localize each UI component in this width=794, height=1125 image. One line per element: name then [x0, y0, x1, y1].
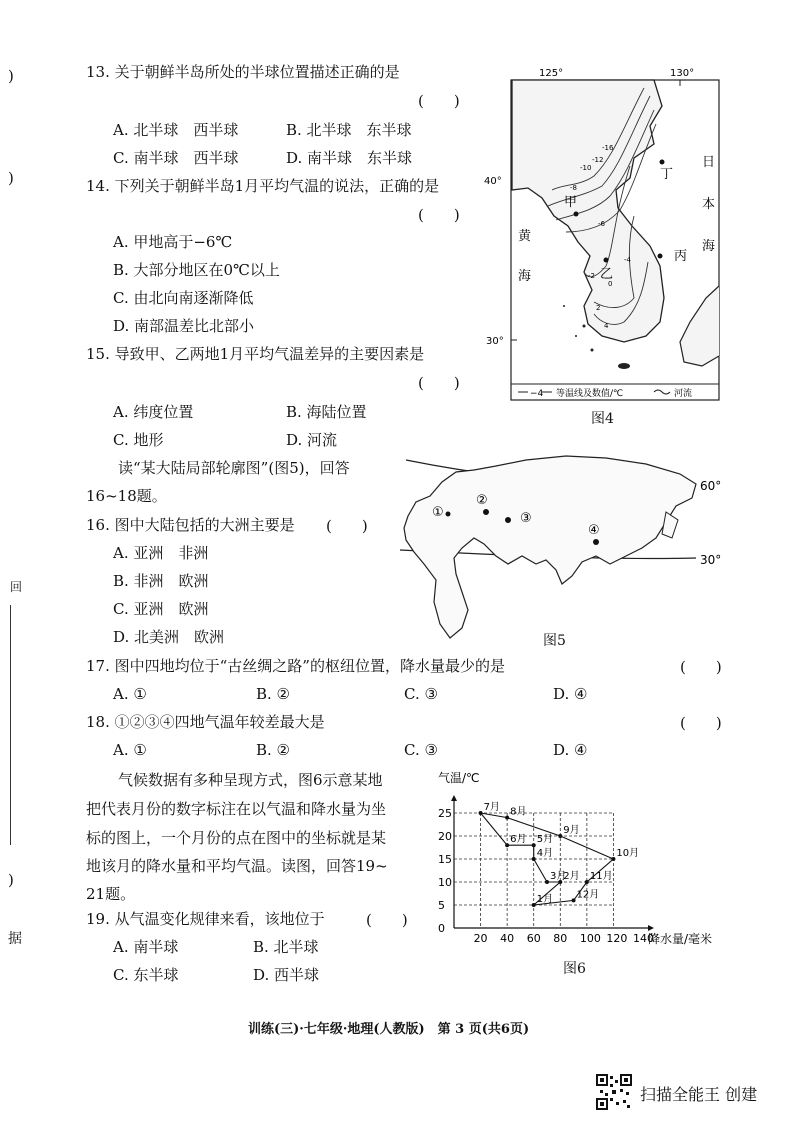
lon-label: 125°	[539, 68, 564, 79]
month-point	[585, 880, 589, 884]
qr-code-icon	[596, 1074, 632, 1110]
option-19-d[interactable]: D. 西半球	[253, 966, 320, 984]
answer-paren-14[interactable]: ( )	[418, 206, 460, 224]
month-point	[611, 857, 615, 861]
month-point	[505, 843, 509, 847]
answer-paren-17[interactable]: ( )	[680, 658, 722, 676]
sea-label-yellow: 黄	[518, 229, 532, 244]
margin-mark: 据	[8, 931, 22, 947]
x-tick-label: 20	[473, 932, 488, 945]
place-label-yi: 乙	[600, 267, 614, 282]
watermark-text: 扫描全能王 创建	[640, 1085, 758, 1104]
month-point	[558, 834, 562, 838]
isotherm-label: -4	[624, 256, 631, 264]
isotherm-label: -10	[580, 164, 592, 172]
x-tick-label: 60	[526, 932, 541, 945]
y-tick-label: 0	[438, 922, 445, 935]
figure-6-caption: 图6	[563, 961, 586, 977]
margin-line	[10, 605, 11, 845]
intro-19-21-line5: 21题。	[86, 885, 136, 903]
option-19-c[interactable]: C. 东半球	[113, 966, 179, 984]
option-15-c[interactable]: C. 地形	[113, 431, 164, 449]
option-18-d[interactable]: D. ④	[553, 741, 588, 759]
answer-paren-16[interactable]: ( )	[326, 517, 368, 535]
option-17-d[interactable]: D. ④	[553, 685, 588, 703]
figure-4-caption: 图4	[591, 411, 614, 427]
isotherm-label: 4	[604, 322, 609, 330]
option-18-c[interactable]: C. ③	[404, 741, 438, 759]
month-label: 10月	[616, 848, 640, 859]
point-2-label: ②	[476, 493, 488, 508]
month-point	[532, 843, 536, 847]
isotherm-label: -6	[598, 220, 605, 228]
figure-5-map	[396, 452, 736, 652]
intro-16-18-line1: 读“某大陆局部轮廓图”(图5)，回答	[118, 459, 350, 477]
answer-paren-19[interactable]: ( )	[366, 911, 408, 929]
y-tick-label: 20	[438, 830, 452, 843]
option-14-a[interactable]: A. 甲地高于−6℃	[113, 233, 233, 251]
option-15-d[interactable]: D. 河流	[286, 431, 338, 449]
month-point	[532, 857, 536, 861]
intro-19-21-line4: 地该月的降水量和平均气温。读图，回答19~	[86, 857, 388, 875]
legend-river-text: 河流	[674, 389, 693, 399]
option-18-a[interactable]: A. ①	[113, 741, 147, 759]
isotherm-label: 2	[596, 304, 601, 312]
intro-19-21-line3: 标的图上，一个月份的点在图中的坐标就是某	[86, 829, 387, 847]
month-label: 9月	[563, 825, 580, 836]
question-18-stem: 18. ①②③④四地气温年较差最大是	[86, 713, 325, 731]
month-point	[532, 903, 536, 907]
point-1-label: ①	[432, 505, 444, 520]
sea-label-japan: 日	[702, 155, 716, 170]
x-axis-arrow	[648, 925, 654, 931]
option-16-c[interactable]: C. 亚洲 欧洲	[113, 600, 209, 618]
month-label: 1月	[536, 894, 554, 905]
sea-label-yellow: 海	[518, 269, 532, 284]
point-4-label: ④	[588, 523, 600, 538]
figure-4-map	[484, 66, 734, 406]
margin-mark: )	[8, 169, 14, 187]
option-17-c[interactable]: C. ③	[404, 685, 438, 703]
month-point	[572, 898, 576, 902]
intro-19-21-line1: 气候数据有多种呈现方式，图6示意某地	[118, 771, 383, 789]
lon-label: 130°	[670, 68, 695, 79]
place-label-ding: 丁	[660, 167, 674, 182]
option-16-b[interactable]: B. 非洲 欧洲	[113, 572, 209, 590]
month-label: 8月	[510, 806, 527, 818]
intro-19-21-line2: 把代表月份的数字标注在以气温和降水量为坐	[86, 800, 387, 818]
x-tick-label: 140	[633, 932, 654, 945]
month-point	[505, 816, 509, 820]
chart-ylabel: 气温/℃	[438, 771, 480, 785]
month-label: 4月	[536, 848, 554, 859]
y-tick-label: 15	[438, 853, 452, 866]
answer-paren-15[interactable]: ( )	[418, 374, 460, 392]
option-19-b[interactable]: B. 北半球	[253, 938, 319, 956]
isotherm-label: -12	[592, 156, 604, 164]
y-tick-label: 10	[438, 876, 452, 889]
chart-xlabel: 降水量/毫米	[648, 932, 713, 946]
option-15-a[interactable]: A. 纬度位置	[113, 403, 194, 421]
x-tick-label: 80	[553, 932, 568, 945]
answer-paren-18[interactable]: ( )	[680, 714, 722, 732]
place-marker-bing	[658, 254, 663, 259]
month-label: 3月	[550, 871, 567, 882]
point-4-marker	[593, 539, 599, 545]
month-label: 6月	[510, 834, 527, 846]
question-14-stem: 14. 下列关于朝鲜半岛1月平均气温的说法，正确的是	[86, 177, 440, 195]
place-label-bing: 丙	[674, 249, 688, 264]
isotherm-label: -2	[588, 272, 595, 280]
point-3-label: ③	[520, 511, 532, 526]
option-14-d[interactable]: D. 南部温差比北部小	[113, 317, 255, 335]
intro-16-18-line2: 16~18题。	[86, 487, 167, 505]
month-point	[545, 880, 549, 884]
option-13-d[interactable]: D. 南半球 东半球	[286, 149, 413, 167]
point-3-marker	[505, 517, 511, 523]
point-1-marker	[446, 512, 451, 517]
y-axis-arrow	[451, 795, 457, 801]
page-footer: 训练(三)·七年级·地理(人教版) 第 3 页(共6页)	[248, 1022, 530, 1037]
point-2-marker	[483, 509, 489, 515]
place-marker-jia	[574, 212, 579, 217]
month-label: 12月	[576, 889, 600, 901]
option-17-b[interactable]: B. ②	[256, 685, 291, 703]
month-label: 5月	[536, 834, 554, 846]
option-17-a[interactable]: A. ①	[113, 685, 147, 703]
figure-6-chart	[430, 768, 760, 958]
option-13-c[interactable]: C. 南半球 西半球	[113, 149, 239, 167]
question-19-stem: 19. 从气温变化规律来看，该地位于	[86, 910, 325, 928]
option-14-c[interactable]: C. 由北向南逐渐降低	[113, 289, 254, 307]
option-14-b[interactable]: B. 大部分地区在0℃以上	[113, 261, 280, 279]
x-tick-label: 40	[500, 932, 515, 945]
x-tick-label: 120	[606, 932, 628, 945]
isotherm-label: -16	[602, 144, 614, 152]
margin-mark: 回	[10, 580, 23, 594]
sea-label-japan: 本	[702, 197, 716, 212]
lat-label: 40°	[484, 176, 502, 187]
question-16-stem: 16. 图中大陆包括的大洲主要是	[86, 516, 295, 534]
margin-mark: )	[8, 871, 14, 889]
y-tick-label: 25	[438, 807, 452, 820]
margin-mark: )	[8, 67, 14, 85]
sea-label-japan: 海	[702, 239, 716, 254]
legend-isotherm-sample: −4	[530, 389, 544, 399]
place-marker-ding	[660, 160, 665, 165]
legend-isotherm-text: 等温线及数值/℃	[556, 389, 624, 399]
option-15-b[interactable]: B. 海陆位置	[286, 403, 367, 421]
isotherm-label: 0	[608, 280, 613, 288]
isotherm-label: -8	[570, 184, 577, 192]
lat-label: 30°	[700, 553, 722, 567]
figure-5-caption: 图5	[543, 633, 566, 649]
y-tick-label: 5	[438, 899, 445, 912]
option-16-d[interactable]: D. 北美洲 欧洲	[113, 628, 225, 646]
option-18-b[interactable]: B. ②	[256, 741, 291, 759]
answer-paren-13[interactable]: ( )	[418, 92, 460, 110]
option-19-a[interactable]: A. 南半球	[113, 938, 179, 956]
question-15-stem: 15. 导致甲、乙两地1月平均气温差异的主要因素是	[86, 345, 425, 363]
lat-label: 60°	[700, 479, 722, 493]
option-13-a[interactable]: A. 北半球 西半球	[113, 121, 239, 139]
month-label: 2月	[563, 871, 580, 882]
place-label-jia: 甲	[564, 195, 578, 210]
option-13-b[interactable]: B. 北半球 东半球	[286, 121, 412, 139]
x-tick-label: 100	[579, 932, 601, 945]
month-point	[479, 811, 483, 815]
lat-label: 30°	[486, 336, 504, 347]
month-label: 11月	[589, 871, 613, 882]
question-17-stem: 17. 图中四地均位于“古丝绸之路”的枢纽位置，降水量最少的是	[86, 657, 505, 675]
continent-outline	[404, 456, 696, 638]
place-marker-yi	[604, 258, 609, 263]
option-16-a[interactable]: A. 亚洲 非洲	[113, 544, 209, 562]
month-label: 7月	[483, 802, 500, 813]
question-13-stem: 13. 关于朝鲜半岛所处的半球位置描述正确的是	[86, 63, 400, 81]
